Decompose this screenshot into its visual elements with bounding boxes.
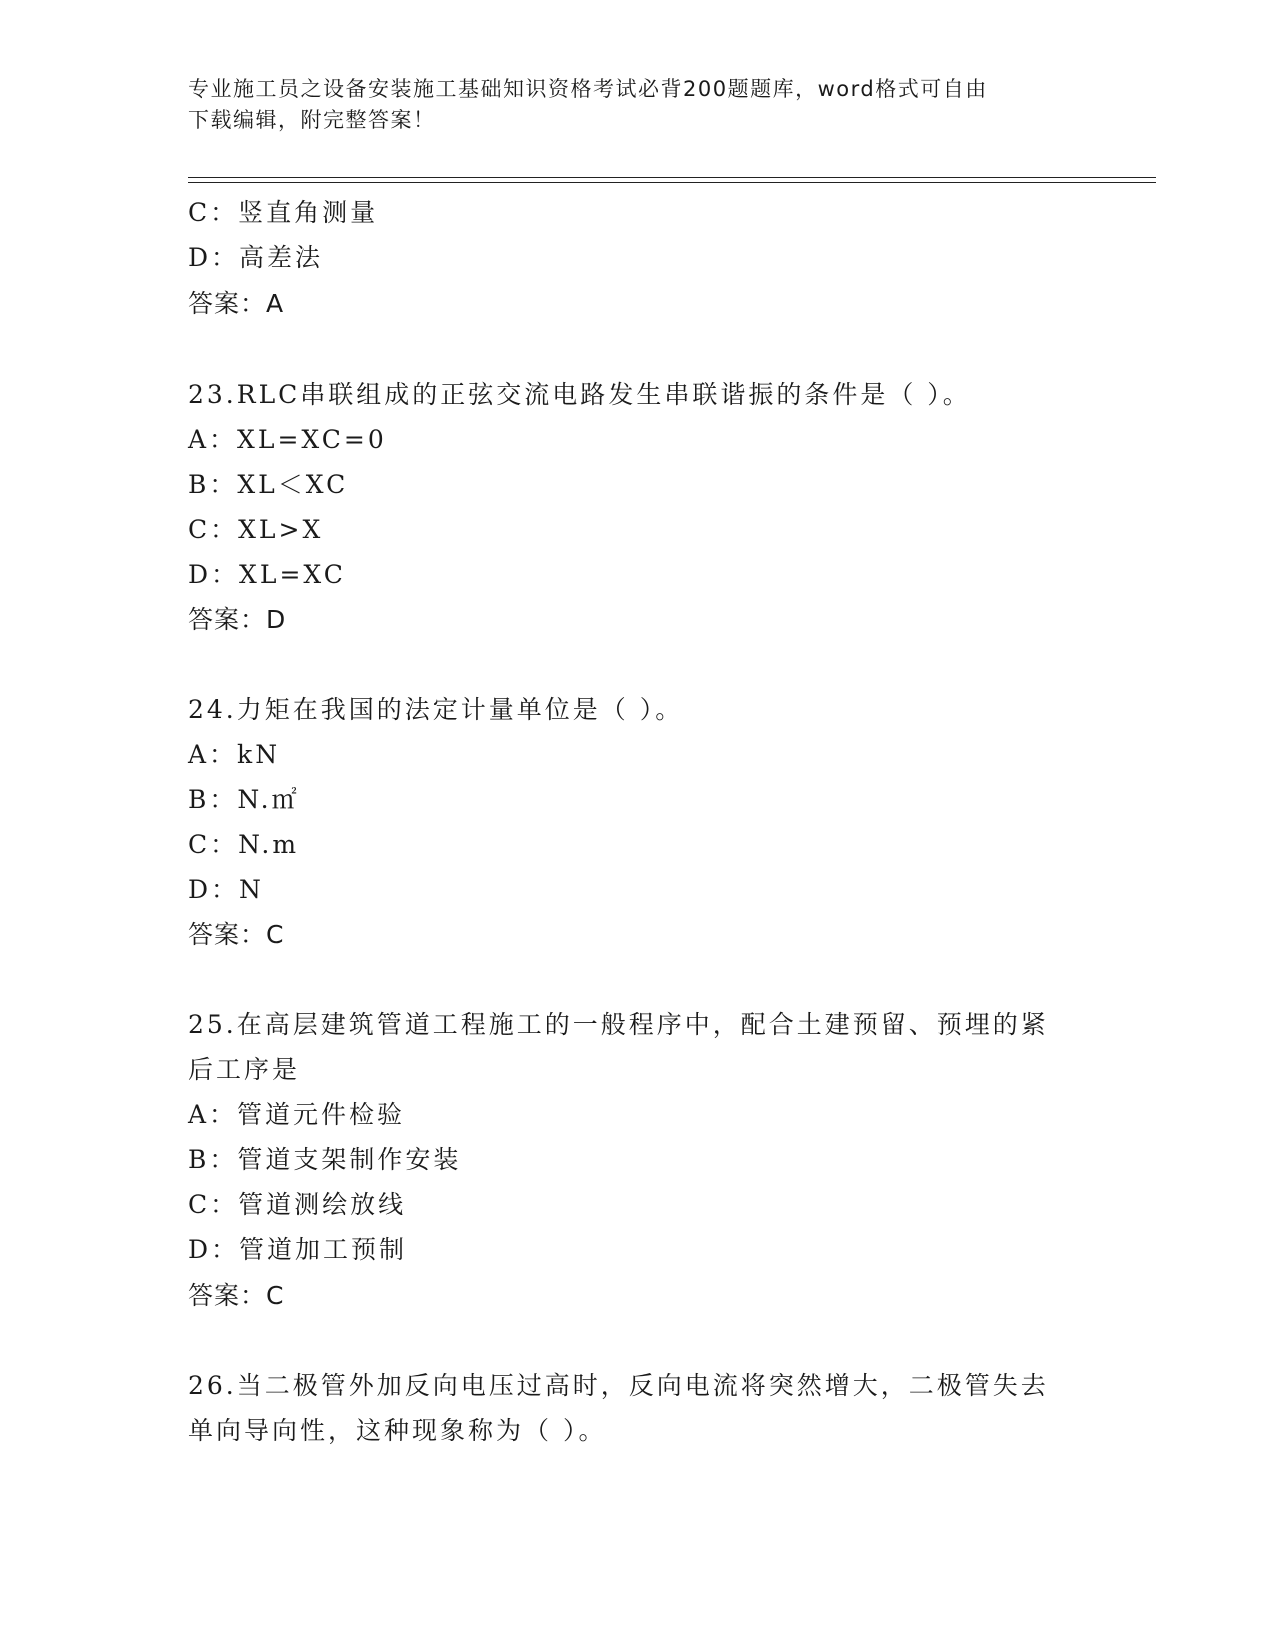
q25-option-d: D：管道加工预制 bbox=[188, 1235, 408, 1264]
q25-question-line-1: 25.在高层建筑管道工程施工的一般程序中，配合土建预留、预埋的紧 bbox=[188, 1010, 1049, 1039]
q23-option-b: B：XL＜XC bbox=[188, 470, 349, 499]
q24-question: 24.力矩在我国的法定计量单位是（ ）。 bbox=[188, 695, 684, 724]
q26-question-line-2: 单向导向性，这种现象称为（ ）。 bbox=[188, 1416, 607, 1445]
q22-option-d: D：高差法 bbox=[188, 243, 324, 272]
q24-option-d: D：N bbox=[188, 875, 264, 904]
q25-option-c: C：管道测绘放线 bbox=[188, 1190, 407, 1219]
header-title-line-2: 下载编辑，附完整答案！ bbox=[188, 108, 436, 132]
q25-option-a: A：管道元件检验 bbox=[188, 1100, 406, 1129]
q25-option-b: B：管道支架制作安装 bbox=[188, 1145, 462, 1174]
q23-option-a: A：XL=XC=0 bbox=[188, 425, 387, 454]
q23-option-c: C：XL>X bbox=[188, 515, 324, 544]
header-title-line-1: 专业施工员之设备安装施工基础知识资格考试必背200题题库，word格式可自由 bbox=[188, 77, 988, 101]
q25-answer: 答案：C bbox=[188, 1281, 285, 1310]
q23-answer: 答案：D bbox=[188, 605, 287, 634]
document-header bbox=[188, 74, 1068, 136]
q22-answer: 答案：A bbox=[188, 289, 285, 318]
q26-question-line-1: 26.当二极管外加反向电压过高时，反向电流将突然增大，二极管失去 bbox=[188, 1371, 1049, 1400]
q23-option-d: D：XL=XC bbox=[188, 560, 346, 589]
q24-answer: 答案：C bbox=[188, 920, 285, 949]
q24-option-b: B：N.㎡ bbox=[188, 785, 300, 814]
q25-question-line-2: 后工序是 bbox=[188, 1055, 301, 1084]
q22-option-c: C：竖直角测量 bbox=[188, 198, 379, 227]
header-divider-top bbox=[188, 177, 1156, 178]
q23-question: 23.RLC串联组成的正弦交流电路发生串联谐振的条件是（ ）。 bbox=[188, 380, 971, 409]
q24-option-c: C：N.m bbox=[188, 830, 300, 859]
header-divider-bottom bbox=[188, 182, 1156, 183]
q24-option-a: A：kN bbox=[188, 740, 281, 769]
